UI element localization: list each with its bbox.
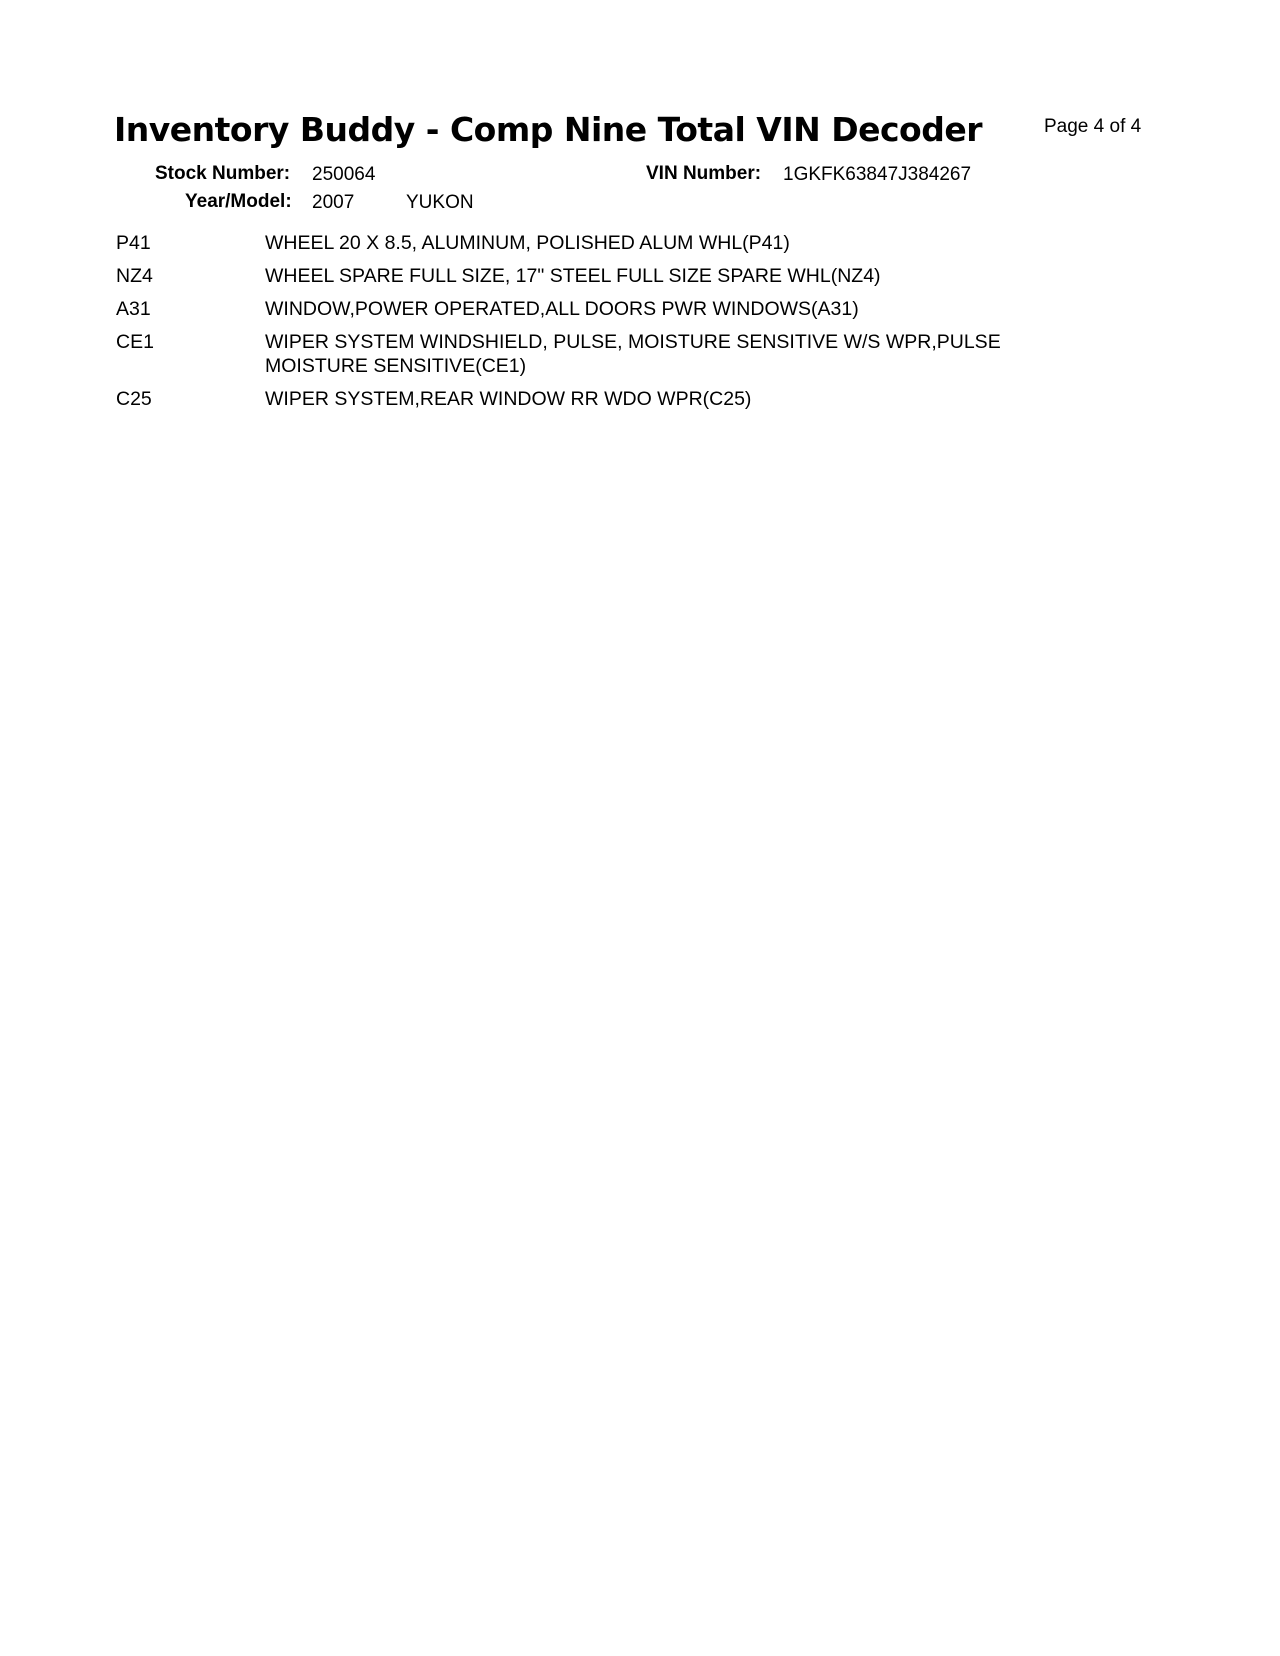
option-description: WHEEL SPARE FULL SIZE, 17" STEEL FULL SIZE SPARE WHL(NZ4)	[265, 265, 881, 287]
stock-number-label: Stock Number:	[155, 163, 291, 184]
list-item	[116, 330, 1116, 378]
option-code: C25	[116, 388, 152, 410]
year-model-label: Year/Model:	[185, 191, 292, 212]
option-code: NZ4	[116, 265, 153, 287]
option-description: WIPER SYSTEM WINDSHIELD, PULSE, MOISTURE SENSITIVE W/S WPR,PULSE MOISTURE SENSITIVE(CE1)	[265, 331, 1001, 377]
page-indicator: Page 4 of 4	[1044, 116, 1142, 137]
vin-number-value: 1GKFK63847J384267	[783, 164, 972, 185]
list-item	[116, 231, 1116, 255]
options-list	[116, 231, 1116, 420]
option-code: A31	[116, 298, 151, 320]
list-item	[116, 387, 1116, 411]
option-description: WIPER SYSTEM,REAR WINDOW RR WDO WPR(C25)	[265, 388, 752, 410]
option-description: WHEEL 20 X 8.5, ALUMINUM, POLISHED ALUM WHL(P41)	[265, 232, 790, 254]
vin-number-label: VIN Number:	[646, 163, 762, 184]
option-code: P41	[116, 232, 151, 254]
page-title: Inventory Buddy - Comp Nine Total VIN Decoder	[114, 110, 982, 149]
option-code: CE1	[116, 331, 154, 353]
year-value: 2007	[312, 192, 355, 213]
list-item	[116, 297, 1116, 321]
model-value: YUKON	[406, 192, 474, 213]
stock-number-value: 250064	[312, 164, 376, 185]
option-description: WINDOW,POWER OPERATED,ALL DOORS PWR WINDOWS(A31)	[265, 298, 859, 320]
list-item	[116, 264, 1116, 288]
